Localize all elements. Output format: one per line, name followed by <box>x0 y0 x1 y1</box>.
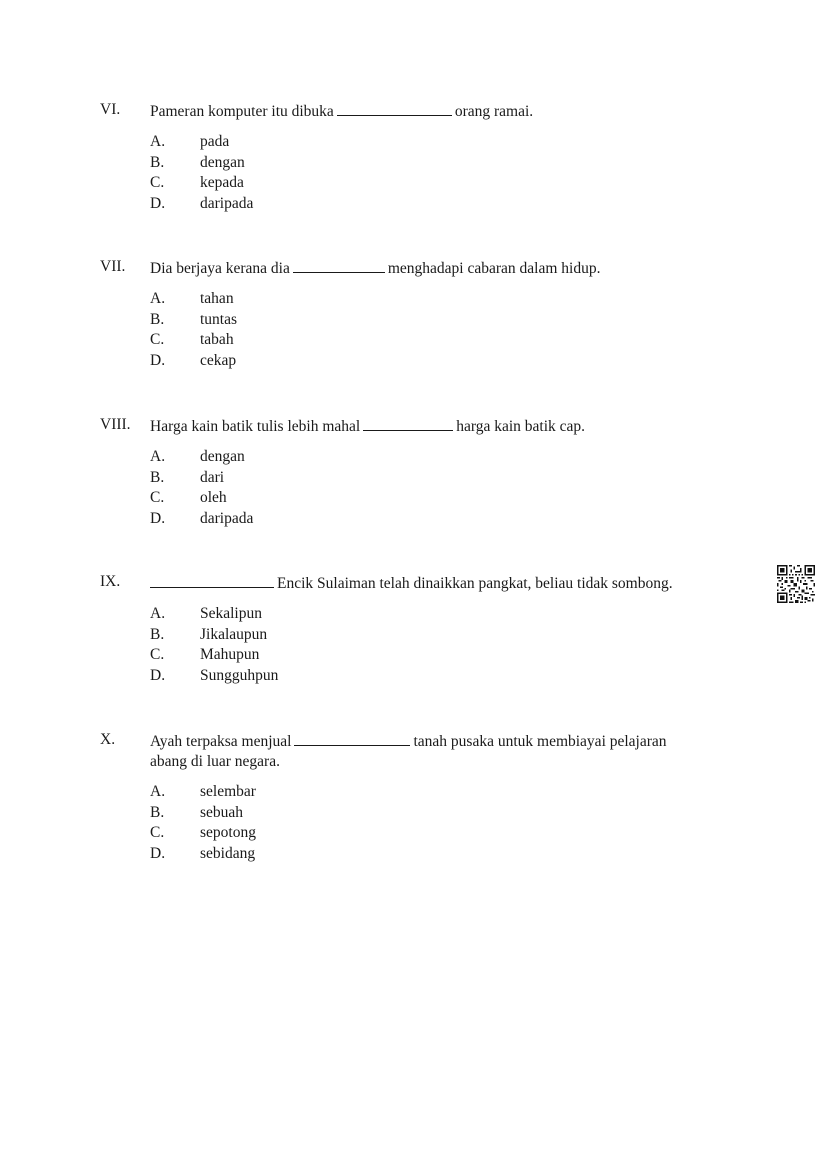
question-stem <box>100 572 720 594</box>
option-a: A. dengan <box>150 448 245 465</box>
option-b: B. sebuah <box>150 803 244 821</box>
question-text: Ayah terpaksa menjual tanah pusaka untuk membiayai pelajaran abang di luar negara. <box>150 730 720 772</box>
option-c: C. sepotong <box>150 824 256 842</box>
option-c: C. Mahupun <box>150 646 260 664</box>
options-list <box>150 289 720 372</box>
option-a: A. pada <box>150 133 230 150</box>
option-c: C. oleh <box>150 489 227 507</box>
question-number: VI. <box>100 101 121 118</box>
option-c: C. tabah <box>150 331 234 349</box>
qr-code-icon <box>777 565 815 603</box>
option-b: B. Jikalaupun <box>150 625 268 643</box>
answer-blank <box>293 257 385 273</box>
question-7 <box>100 257 720 372</box>
question-text: Dia berjaya kerana dia menghadapi cabaran dalam hidup. <box>150 257 720 279</box>
option-a: A. Sekalipun <box>150 605 262 622</box>
option-d: D. cekap <box>150 352 237 370</box>
question-stem <box>100 415 720 437</box>
question-stem <box>100 257 720 279</box>
option-a: A. tahan <box>150 290 234 307</box>
answer-blank <box>363 415 453 431</box>
options-list <box>150 782 720 865</box>
answer-blank <box>150 572 274 588</box>
question-stem <box>100 100 720 122</box>
question-stem <box>100 730 720 772</box>
option-b: B. tuntas <box>150 310 238 328</box>
question-8 <box>100 415 720 530</box>
option-d: D. daripada <box>150 195 254 213</box>
answer-blank <box>294 730 410 746</box>
option-d: D. sebidang <box>150 845 256 863</box>
question-text: Pameran komputer itu dibuka orang ramai. <box>150 100 720 122</box>
question-10 <box>100 730 720 865</box>
question-number: VIII. <box>100 416 131 433</box>
option-a: A. selembar <box>150 783 256 800</box>
options-list <box>150 132 720 215</box>
option-b: B. dari <box>150 468 225 486</box>
question-number: IX. <box>100 573 121 590</box>
question-9 <box>100 572 720 687</box>
option-d: D. Sungguhpun <box>150 667 279 685</box>
question-text: Encik Sulaiman telah dinaikkan pangkat, beliau tidak sombong. <box>150 572 720 594</box>
question-6 <box>100 100 720 215</box>
options-list <box>150 447 720 530</box>
question-text: Harga kain batik tulis lebih mahal harga kain batik cap. <box>150 415 720 437</box>
option-b: B. dengan <box>150 153 245 171</box>
question-number: X. <box>100 731 116 748</box>
options-list <box>150 604 720 687</box>
answer-blank <box>337 100 452 116</box>
question-number: VII. <box>100 258 126 275</box>
option-d: D. daripada <box>150 510 254 528</box>
option-c: C. kepada <box>150 174 244 192</box>
